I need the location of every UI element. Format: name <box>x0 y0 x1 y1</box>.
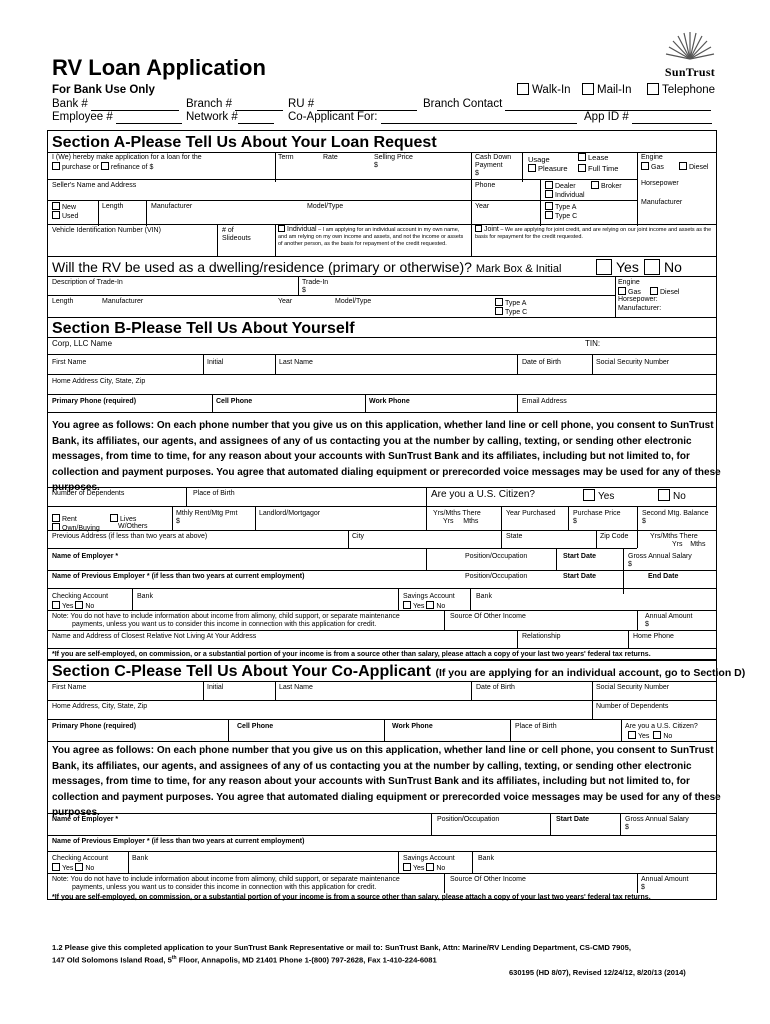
dealer-label: Dealer <box>555 183 576 190</box>
gross-annual-label: Gross Annual Salary <box>628 553 692 560</box>
app-id-field[interactable] <box>584 110 712 124</box>
joint-account-text: – We are applying for joint credit, and are relying on our joint income and assets as the basis for repayment for the credit requested. <box>475 227 712 240</box>
mailing-address <box>52 954 437 965</box>
co-consent-text: You agree as follows: On each phone number that you give us on this application, whether land line or cell phone, you consent to SunTrust Bank, its affiliates, our agents, and assignees of any of us contacting you at the number by calling, texting, or sending other electronic messages, from time to time, for any reason about your accounts with SunTrust Bank and its affiliates, including but not limited to, for collection and payment purposes. You agree that automated dialing equipment or prerecorded voice messages may be used for any of these purposes. <box>52 745 721 818</box>
dealer-checkbox[interactable] <box>545 181 553 189</box>
co-gross-annual-dollar: $ <box>625 824 629 831</box>
dob-label: Date of Birth <box>522 359 561 366</box>
citizen-question: Are you a U.S. Citizen? <box>431 489 535 500</box>
last-name-label: Last Name <box>279 359 313 366</box>
joint-account-checkbox[interactable] <box>475 225 482 232</box>
co-previous-employer-label: Name of Previous Employer * (if less than two years at current employment) <box>52 838 305 845</box>
home-address-label: Home Address City, State, Zip <box>52 378 146 385</box>
trade-type-c-label: Type C <box>505 309 528 316</box>
seller-phone-label: Phone <box>475 182 496 189</box>
checking-no-label: No <box>85 603 95 610</box>
trade-type-a-checkbox[interactable] <box>495 298 503 306</box>
co-employer-label: Name of Employer * <box>52 816 119 823</box>
checking-yes-checkbox[interactable] <box>52 601 60 609</box>
employee-number-field[interactable] <box>52 110 182 124</box>
trade-type-c-option[interactable] <box>495 307 527 317</box>
year-purchased-label: Year Purchased <box>506 510 556 517</box>
co-cell-phone-label: Cell Phone <box>237 723 274 730</box>
citizen-no-option[interactable] <box>658 489 686 503</box>
monthly-rent-dollar: $ <box>176 518 180 525</box>
co-place-birth-label: Place of Birth <box>515 723 557 730</box>
source-income-label: Source Of Other Income <box>450 613 526 620</box>
vin-label: Vehicle Identification Number (VIN) <box>52 227 161 234</box>
w-others-label: W/Others <box>118 523 148 530</box>
purchase-checkbox[interactable] <box>52 162 60 170</box>
co-citizen-options[interactable] <box>628 731 672 741</box>
dwelling-yes-option[interactable] <box>596 259 639 276</box>
savings-label: Savings Account <box>403 593 455 600</box>
gas-label: Gas <box>651 164 664 171</box>
type-c-option[interactable] <box>545 211 577 221</box>
checking-yes-label: Yes <box>62 603 74 610</box>
gas-option[interactable] <box>641 162 664 172</box>
used-option[interactable] <box>52 211 78 221</box>
diesel-label: Diesel <box>689 164 709 171</box>
place-birth-label: Place of Birth <box>193 490 235 497</box>
dwelling-no-option[interactable] <box>644 259 682 276</box>
co-dependents-label: Number of Dependents <box>596 703 669 710</box>
purchase-price-label: Purchase Price <box>573 510 621 517</box>
co-applicant-for-field[interactable] <box>288 110 577 124</box>
trade-diesel-label: Diesel <box>660 289 680 296</box>
trade-type-a-label: Type A <box>505 300 527 307</box>
individual-seller-checkbox[interactable] <box>545 190 553 198</box>
lives-checkbox[interactable] <box>110 514 118 522</box>
trade-diesel-checkbox[interactable] <box>650 287 658 295</box>
ru-number-label: RU # <box>288 98 315 110</box>
mailing-instructions: 1.2 Please give this completed application to your SunTrust Bank Representative or mail to: SunTrust Bank, Attn: Marine/RV Lending Department, CS-CMD 7905, <box>52 943 631 952</box>
co-savings-no-checkbox[interactable] <box>426 863 434 871</box>
co-checking-yes-label: Yes <box>62 865 74 872</box>
trade-manufacturer-label: Manufacturer: <box>618 305 662 312</box>
individual-seller-option[interactable] <box>545 190 585 200</box>
co-checking-label: Checking Account <box>52 855 109 862</box>
seller-label: Seller's Name and Address <box>52 182 137 189</box>
yrs-unit: Yrs <box>443 518 454 525</box>
dwelling-yes-label: Yes <box>616 259 639 275</box>
prev-start-date-label: Start Date <box>563 573 597 580</box>
joint-account-option[interactable] <box>475 225 715 241</box>
individual-account-checkbox[interactable] <box>278 225 285 232</box>
walk-in-label: Walk-In <box>532 84 571 96</box>
mail-in-option[interactable] <box>582 83 632 97</box>
full-time-checkbox[interactable] <box>578 164 586 172</box>
pleasure-checkbox[interactable] <box>528 164 536 172</box>
sunburst-icon <box>660 30 720 60</box>
co-gross-annual-label: Gross Annual Salary <box>625 816 689 823</box>
initial-label: Initial <box>207 359 224 366</box>
co-home-address-label: Home Address, City, State, Zip <box>52 703 148 710</box>
form-number: 630195 (HD 8/07), Revised 12/24/12, 8/20/13 (2014) <box>509 968 686 977</box>
refinance-checkbox[interactable] <box>101 162 109 170</box>
savings-yes-label: Yes <box>413 603 425 610</box>
annual-amount-dollar: $ <box>645 621 649 628</box>
co-citizen-yes-checkbox[interactable] <box>628 731 636 739</box>
landlord-label: Landlord/Mortgagor <box>259 510 321 517</box>
co-citizen-no-label: No <box>663 733 673 740</box>
selling-price-label: Selling Price <box>374 154 413 161</box>
branch-number-label: Branch # <box>186 98 233 110</box>
mths-unit: Mths <box>463 518 479 525</box>
co-checking-yes-checkbox[interactable] <box>52 863 60 871</box>
trade-gas-checkbox[interactable] <box>618 287 626 295</box>
co-annual-amount-dollar: $ <box>641 884 645 891</box>
start-date-label: Start Date <box>563 553 597 560</box>
co-savings-yes-label: Yes <box>413 865 425 872</box>
citizen-yes-option[interactable] <box>583 489 614 503</box>
co-applicant-for-label: Co-Applicant For: <box>288 111 378 123</box>
pleasure-option[interactable] <box>528 164 568 173</box>
manufacturer-label: Manufacturer <box>151 203 193 210</box>
email-label: Email Address <box>522 398 567 405</box>
trade-in-dollar: $ <box>302 287 306 294</box>
savings-no-label: No <box>436 603 446 610</box>
branch-number-field[interactable] <box>186 97 283 111</box>
co-citizen-question: Are you a U.S. Citizen? <box>625 723 698 730</box>
branch-contact-label: Branch Contact <box>423 98 503 110</box>
refinance-label: refinance of $ <box>110 164 154 171</box>
savings-yes-checkbox[interactable] <box>403 601 411 609</box>
dwelling-yes-checkbox[interactable] <box>596 259 612 275</box>
gross-annual-dollar: $ <box>628 561 632 568</box>
zip-label: Zip Code <box>600 533 629 540</box>
network-number-field[interactable] <box>186 110 274 124</box>
new-checkbox[interactable] <box>52 202 60 210</box>
diesel-checkbox[interactable] <box>679 162 687 170</box>
pleasure-label: Pleasure <box>538 164 568 173</box>
form-title: RV Loan Application <box>52 55 266 80</box>
mailing-address-part2: Floor, Annapolis, MD 21401 Phone 1-(800) 797-2628, Fax 1-410-224-6081 <box>176 955 437 965</box>
mail-in-checkbox[interactable] <box>582 83 594 95</box>
prev-yrs-mths-label: Yrs/Mths There <box>650 533 698 540</box>
co-checking-no-label: No <box>85 865 95 872</box>
engine-label: Engine <box>641 154 663 161</box>
co-checking-bank-label: Bank <box>132 855 148 862</box>
co-citizen-yes-label: Yes <box>638 733 650 740</box>
co-annual-amount-label: Annual Amount <box>641 876 689 883</box>
individual-account-text: – I am applying for an individual account in my own name, and am relying on my own income and assets, and not the income or assets of another person, as the basis for repayment of the credit requested. <box>278 227 464 247</box>
state-label: State <box>506 533 523 540</box>
citizen-yes-checkbox[interactable] <box>583 489 595 501</box>
telephone-checkbox[interactable] <box>647 83 659 95</box>
consent-text: You agree as follows: On each phone number that you give us on this application, whether land line or cell phone, you consent to SunTrust Bank, its affiliates, our agents, and assignees of any of us contacting you at the number by calling, texting, or sending other electronic messages, from time to time, for any reason about your accounts with SunTrust Bank and its affiliates, including but not limited to, for collection and payment purposes. You agree that automated dialing equipment or prerecorded voice messages may be used for any of these purposes. <box>52 420 721 493</box>
trade-gas-label: Gas <box>628 289 641 296</box>
horsepower-label: Horsepower <box>641 180 679 187</box>
lease-label: Lease <box>588 153 609 162</box>
used-label: Used <box>62 213 79 220</box>
type-a-label: Type A <box>555 204 577 211</box>
monthly-rent-label: Mthly Rent/Mtg Pmt <box>176 510 238 517</box>
checking-label: Checking Account <box>52 593 109 600</box>
prev-yrs-mths-units <box>672 541 705 549</box>
length-label: Length <box>102 203 124 210</box>
co-savings-label: Savings Account <box>403 855 455 862</box>
app-id-label: App ID # <box>584 111 629 123</box>
home-phone-label: Home Phone <box>633 633 674 640</box>
citizen-no-checkbox[interactable] <box>658 489 670 501</box>
previous-employer-label: Name of Previous Employer * (if less than two years at current employment) <box>52 573 305 580</box>
trade-in-label: Trade-In <box>302 279 329 286</box>
mail-in-label: Mail-In <box>597 84 632 96</box>
type-a-checkbox[interactable] <box>545 202 553 210</box>
income-note-line2: payments, unless you want us to consider this income in connection with this application for credit. <box>72 621 377 628</box>
dwelling-no-checkbox[interactable] <box>644 259 660 275</box>
usage-label: Usage <box>528 155 550 164</box>
cash-down-label: Cash Down <box>475 154 512 161</box>
co-position-label: Position/Occupation <box>437 816 500 823</box>
employee-number-label: Employee # <box>52 111 113 123</box>
full-time-label: Full Time <box>588 164 619 173</box>
gas-checkbox[interactable] <box>641 162 649 170</box>
diesel-option[interactable] <box>679 162 708 172</box>
individual-account-option[interactable] <box>278 225 468 248</box>
self-employed-note: *If you are self-employed, on commission, or a substantial portion of your income is from a source other than salary, please attach a copy of your last two years' federal tax returns. <box>52 651 651 658</box>
co-income-note-line2: payments, unless you want us to consider this income in connection with this application for credit. <box>72 884 377 891</box>
yrs-mths-units <box>443 518 478 526</box>
slideouts-label: # of Slideouts <box>222 227 251 242</box>
purchase-refinance-options[interactable] <box>52 162 153 172</box>
trade-horsepower-label: Horsepower: <box>618 296 658 303</box>
cell-phone-label: Cell Phone <box>216 398 253 405</box>
employer-label: Name of Employer * <box>52 553 119 560</box>
co-citizen-no-checkbox[interactable] <box>653 731 661 739</box>
income-note-line1: Note: You do not have to include information about income from alimony, child support, or separate maintenance <box>52 613 400 620</box>
rent-checkbox[interactable] <box>52 514 60 522</box>
payment-label: Payment <box>475 162 503 169</box>
brand-name: SunTrust <box>664 65 716 79</box>
tin-label: TIN: <box>585 339 601 348</box>
lives-label: Lives <box>120 516 137 523</box>
first-name-label: First Name <box>52 359 87 366</box>
city-label: City <box>352 533 365 540</box>
network-number-label: Network # <box>186 111 238 123</box>
mailing-address-sup: th <box>171 955 177 961</box>
branch-contact-field[interactable] <box>423 97 711 111</box>
checking-bank-label: Bank <box>137 593 153 600</box>
co-income-note-line1: Note: You do not have to include information about income from alimony, child support, or separate maintenance <box>52 876 400 883</box>
co-work-phone-label: Work Phone <box>392 723 433 730</box>
corp-name-label: Corp, LLC Name <box>52 339 113 348</box>
walk-in-checkbox[interactable] <box>517 83 529 95</box>
used-checkbox[interactable] <box>52 211 60 219</box>
trade-type-c-checkbox[interactable] <box>495 307 503 315</box>
dwelling-no-label: No <box>664 259 682 275</box>
co-checking-yes-no[interactable] <box>52 863 94 873</box>
prev-position-label: Position/Occupation <box>465 573 528 580</box>
trade-description-label: Description of Trade-In <box>52 279 123 286</box>
checking-no-checkbox[interactable] <box>75 601 83 609</box>
annual-amount-label: Annual Amount <box>645 613 693 620</box>
co-source-income-label: Source Of Other Income <box>450 876 526 883</box>
type-c-label: Type C <box>555 213 578 220</box>
relative-label: Name and Address of Closest Relative Not Living At Your Address <box>52 633 257 640</box>
apply-line-label: I (We) hereby make application for a loan for the <box>52 154 202 161</box>
previous-address-label: Previous Address (if less than two years at above) <box>52 533 208 540</box>
section-c-subtitle: (If you are applying for an individual account, go to Section D) <box>435 667 746 679</box>
own-buying-option[interactable] <box>52 523 100 533</box>
co-last-name-label: Last Name <box>279 684 313 691</box>
citizen-no-label: No <box>673 491 686 502</box>
work-phone-label: Work Phone <box>369 398 410 405</box>
dwelling-question-text: Will the RV be used as a dwelling/residence (primary or otherwise)? <box>52 259 472 275</box>
payment-dollar: $ <box>475 170 479 177</box>
co-savings-yes-checkbox[interactable] <box>403 863 411 871</box>
bank-number-field[interactable] <box>52 97 179 111</box>
rent-label: Rent <box>62 516 77 523</box>
position-label: Position/Occupation <box>465 553 528 560</box>
broker-checkbox[interactable] <box>591 181 599 189</box>
co-savings-bank-label: Bank <box>478 855 494 862</box>
engine-manufacturer-label: Manufacturer <box>641 199 683 206</box>
co-dob-label: Date of Birth <box>476 684 515 691</box>
co-savings-no-label: No <box>436 865 446 872</box>
co-first-name-label: First Name <box>52 684 87 691</box>
full-time-option[interactable] <box>578 164 618 173</box>
yrs-mths-there-label: Yrs/Mths There <box>433 510 481 517</box>
section-c-title: Section C-Please Tell Us About Your Co-Applicant <box>52 663 432 680</box>
term-label: Term <box>278 154 294 161</box>
broker-option[interactable] <box>591 181 622 191</box>
ru-number-field[interactable] <box>288 97 417 111</box>
bank-number-label: Bank # <box>52 98 88 110</box>
second-mtg-dollar: $ <box>642 518 646 525</box>
telephone-option[interactable] <box>647 83 715 97</box>
section-c-heading <box>52 663 745 681</box>
primary-phone-label: Primary Phone (required) <box>52 398 137 405</box>
selling-price-dollar: $ <box>374 162 378 169</box>
lease-option[interactable] <box>578 153 608 162</box>
trade-engine-label: Engine <box>618 279 640 286</box>
rate-label: Rate <box>323 154 338 161</box>
own-buying-label: Own/Buying <box>62 525 100 532</box>
joint-account-head: Joint <box>484 226 499 233</box>
end-date-label: End Date <box>648 573 679 580</box>
relationship-label: Relationship <box>522 633 561 640</box>
prev-mths-unit: Mths <box>690 541 706 548</box>
mailing-address-part1: 147 Old Solomons Island Road, 5 <box>52 955 172 965</box>
bank-use-label: For Bank Use Only <box>52 84 155 96</box>
ssn-label: Social Security Number <box>596 359 670 366</box>
trade-manufacturer-field-label: Manufacturer <box>102 298 144 305</box>
savings-no-checkbox[interactable] <box>426 601 434 609</box>
trade-length-label: Length <box>52 298 74 305</box>
co-primary-phone-label: Primary Phone (required) <box>52 723 137 730</box>
model-type-label: Model/Type <box>307 203 344 210</box>
prev-yrs-unit: Yrs <box>672 541 683 548</box>
section-a-title: Section A-Please Tell Us About Your Loan Request <box>52 134 437 151</box>
second-mtg-label: Second Mtg. Balance <box>642 510 709 517</box>
telephone-label: Telephone <box>662 84 716 96</box>
purchase-label: purchase or <box>62 164 99 171</box>
broker-label: Broker <box>601 183 622 190</box>
walk-in-option[interactable] <box>517 83 571 97</box>
trade-model-label: Model/Type <box>335 298 372 305</box>
mark-box-initial: Mark Box & Initial <box>475 263 562 275</box>
co-self-employed-note: *If you are self-employed, on commission, or a substantial portion of your income is from a source other than salary, please attach a copy of your last two years' federal tax returns. <box>52 894 651 901</box>
individual-seller-label: Individual <box>555 192 585 199</box>
trade-year-label: Year <box>278 298 293 305</box>
individual-account-head: Individual <box>287 226 317 233</box>
lease-checkbox[interactable] <box>578 153 586 161</box>
year-label: Year <box>475 203 490 210</box>
co-ssn-label: Social Security Number <box>596 684 670 691</box>
suntrust-logo <box>660 30 720 79</box>
savings-bank-label: Bank <box>476 593 492 600</box>
new-label: New <box>62 204 77 211</box>
dependents-label: Number of Dependents <box>52 490 125 497</box>
purchase-price-dollar: $ <box>573 518 577 525</box>
citizen-yes-label: Yes <box>598 491 615 502</box>
section-b-title: Section B-Please Tell Us About Yourself <box>52 320 355 337</box>
co-start-date-label: Start Date <box>556 816 590 823</box>
co-checking-no-checkbox[interactable] <box>75 863 83 871</box>
co-savings-yes-no[interactable] <box>403 863 445 873</box>
co-initial-label: Initial <box>207 684 224 691</box>
type-c-checkbox[interactable] <box>545 211 553 219</box>
